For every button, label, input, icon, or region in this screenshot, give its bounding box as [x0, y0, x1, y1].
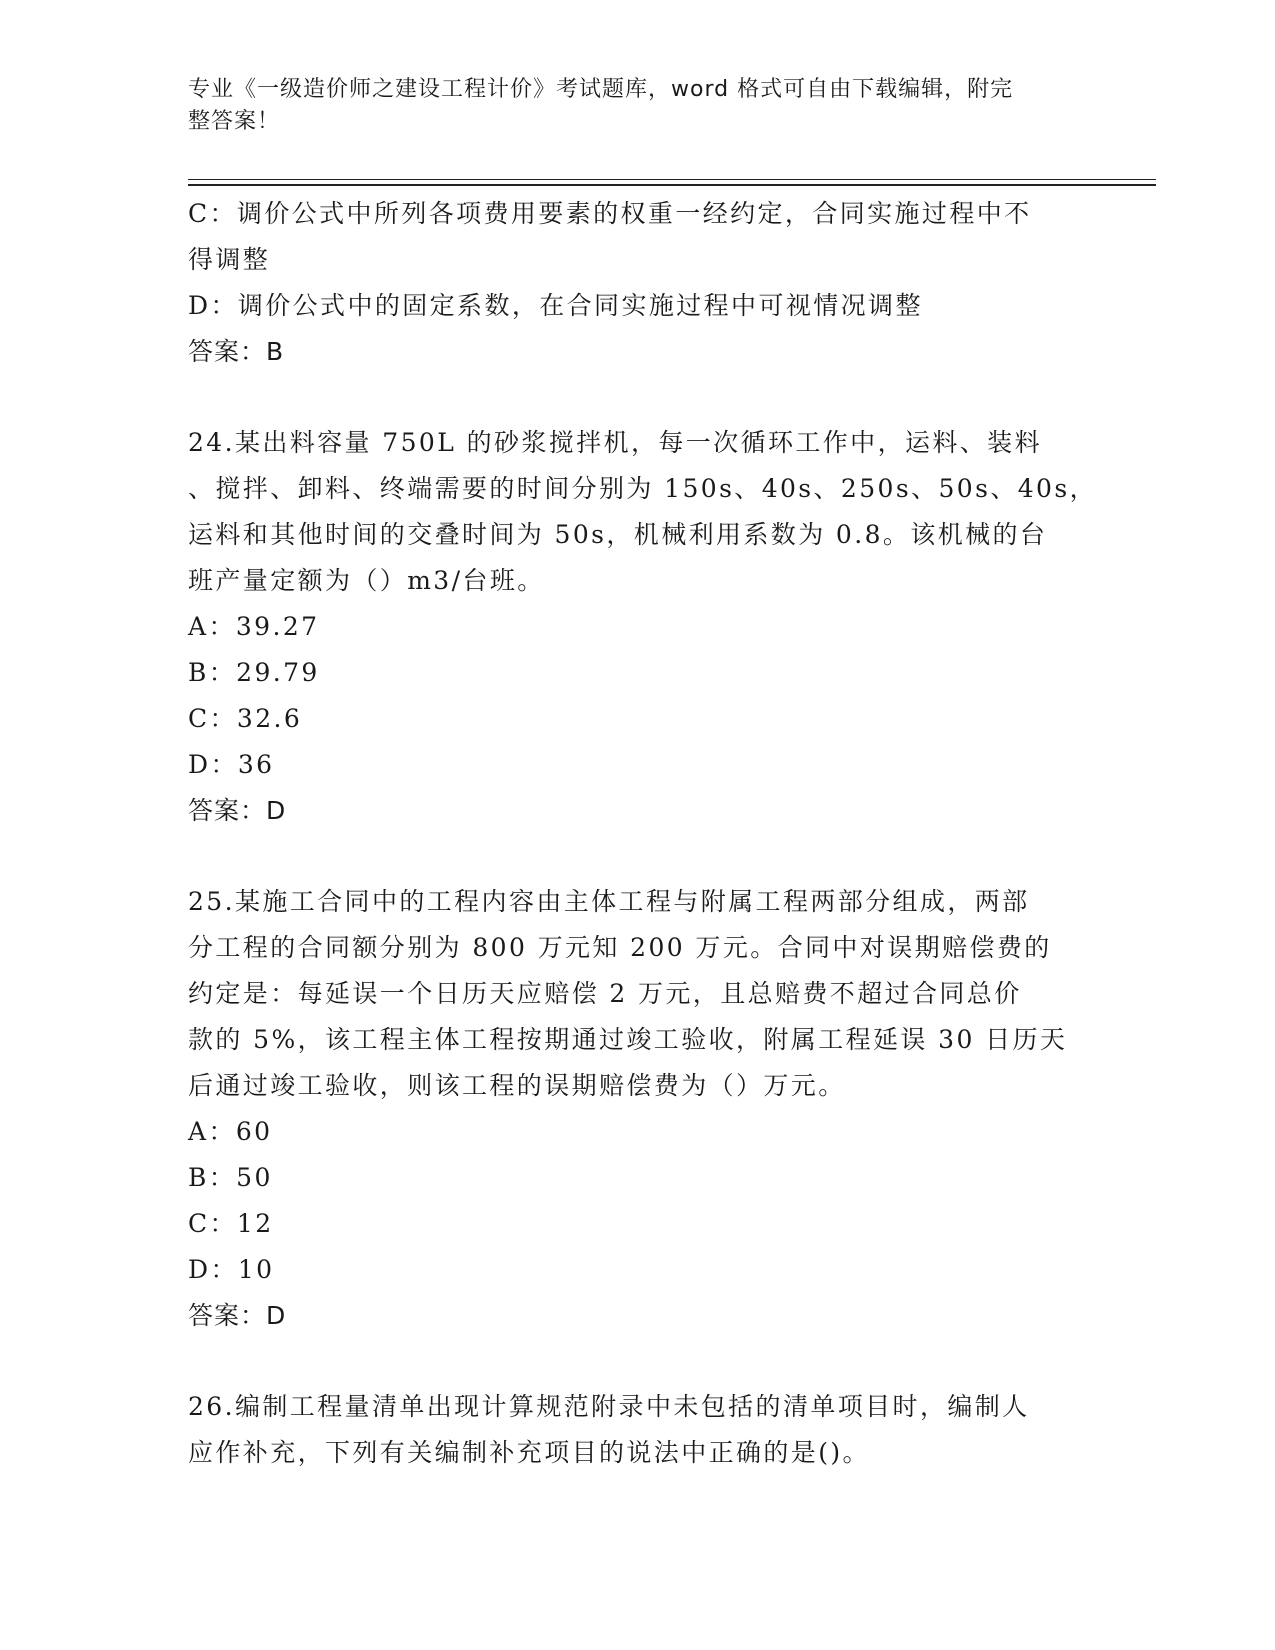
option-b: B：29.79: [188, 658, 320, 687]
document-body: [188, 191, 1097, 1476]
question-text-line: 24.某出料容量 750L 的砂浆搅拌机，每一次循环工作中，运料、装料: [188, 428, 1042, 457]
option-c-line-1: C：调价公式中所列各项费用要素的权重一经约定，合同实施过程中不: [188, 199, 1032, 228]
answer: 答案：D: [188, 796, 287, 825]
question-25: [188, 879, 1088, 1339]
option-d: D：10: [188, 1255, 275, 1284]
question-text-line: 25.某施工合同中的工程内容由主体工程与附属工程两部分组成，两部: [188, 887, 1030, 916]
question-24: [188, 420, 1097, 834]
answer: 答案：D: [188, 1301, 287, 1330]
question-text-line: 班产量定额为（）m3/台班。: [188, 566, 545, 595]
option-c: C：32.6: [188, 704, 303, 733]
header-divider-bottom: [188, 184, 1156, 186]
question-text-line: 约定是：每延误一个日历天应赔偿 2 万元，且总赔费不超过合同总价: [188, 979, 1022, 1008]
answer: 答案：B: [188, 337, 285, 366]
option-a: A：39.27: [188, 612, 320, 641]
question-26: [188, 1384, 1088, 1476]
header-line-2: 整答案！: [188, 109, 281, 134]
spacer: [188, 375, 1088, 420]
question-text-line: 分工程的合同额分别为 800 万元知 200 万元。合同中对误期赔偿费的: [188, 933, 1052, 962]
question-23-tail: [188, 191, 1088, 375]
question-text-line: 应作补充，下列有关编制补充项目的说法中正确的是()。: [188, 1438, 870, 1467]
spacer: [188, 1339, 1088, 1384]
question-text-line: 、搅拌、卸料、终端需要的时间分别为 150s、40s、250s、50s、40s，: [188, 474, 1097, 503]
option-a: A：60: [188, 1117, 273, 1146]
header-divider-top: [188, 179, 1156, 180]
question-text-line: 26.编制工程量清单出现计算规范附录中未包括的清单项目时，编制人: [188, 1392, 1030, 1421]
question-text-line: 款的 5%，该工程主体工程按期通过竣工验收，附属工程延误 30 日历天: [188, 1025, 1068, 1054]
question-text-line: 运料和其他时间的交叠时间为 50s，机械利用系数为 0.8。该机械的台: [188, 520, 1048, 549]
header-line-1: 专业《一级造价师之建设工程计价》考试题库，word 格式可自由下载编辑，附完: [188, 77, 1014, 102]
option-c: C：12: [188, 1209, 274, 1238]
page-header: [188, 74, 1068, 138]
option-d: D：36: [188, 750, 275, 779]
option-b: B：50: [188, 1163, 273, 1192]
option-d: D：调价公式中的固定系数，在合同实施过程中可视情况调整: [188, 291, 923, 320]
question-text-line: 后通过竣工验收，则该工程的误期赔偿费为（）万元。: [188, 1071, 846, 1100]
spacer: [188, 834, 1088, 879]
option-c-line-2: 得调整: [188, 245, 271, 274]
